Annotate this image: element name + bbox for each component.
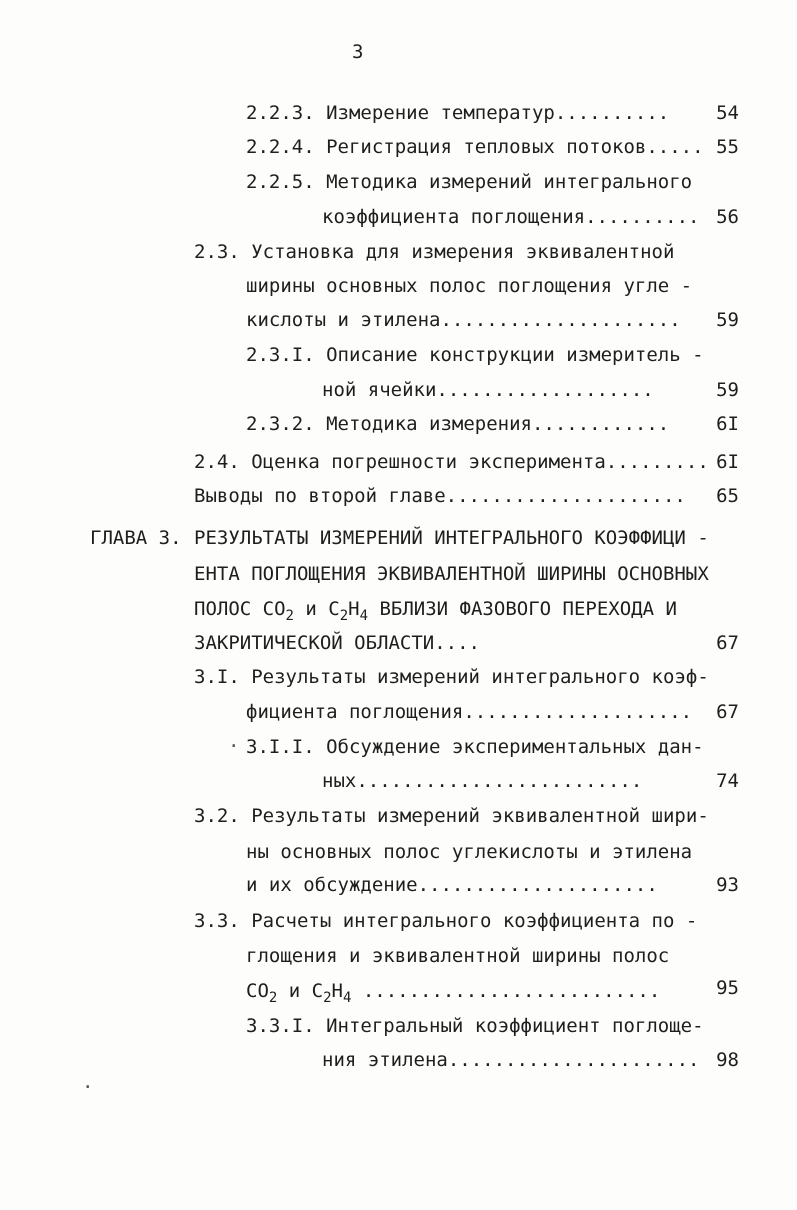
subscript: 4 <box>342 990 352 1006</box>
toc-page-number: 67 <box>716 632 739 654</box>
toc-entry-line: коэффициента поглощения.......... <box>322 206 700 228</box>
toc-page-number: 95 <box>716 977 739 999</box>
toc-entry-line: глощения и эквивалентной ширины полос <box>246 945 670 967</box>
toc-entry-line: 3.3.I. Интегральный коэффициент поглоще- <box>246 1015 704 1037</box>
text-fragment: и C <box>293 598 340 620</box>
toc-page-number: 59 <box>716 379 739 401</box>
toc-entry-line: 2.2.5. Методика измерений интегрального <box>246 171 693 193</box>
toc-page-number: 56 <box>716 206 739 228</box>
toc-entry-text: Выводы по второй главе..................... <box>194 485 686 507</box>
page-number: 3 <box>352 41 364 63</box>
toc-page-number: 55 <box>716 136 739 158</box>
text-fragment: CO <box>246 980 269 1002</box>
stray-mark: · <box>228 735 240 757</box>
chapter-title-line: ЕНТА ПОГЛОЩЕНИЯ ЭКВИВАЛЕНТНОЙ ШИРИНЫ ОСНОВНЫХ <box>194 563 709 585</box>
toc-entry-line: фициента поглощения.................... <box>246 701 693 723</box>
toc-entry-line: ширины основных полос поглощения угле - <box>246 275 693 297</box>
text-fragment: ПОЛОС CO <box>194 598 286 620</box>
chapter-title-line: РЕЗУЛЬТАТЫ ИЗМЕРЕНИЙ ИНТЕГРАЛЬНОГО КОЭФФИЦИ - <box>194 527 709 549</box>
toc-entry-line: и их обсуждение..................... <box>246 874 658 896</box>
toc-page-number: 93 <box>716 874 739 896</box>
toc-entry-line: ных......................... <box>322 770 643 792</box>
chapter-title-line <box>194 597 677 624</box>
text-fragment: ВБЛИЗИ ФАЗОВОГО ПЕРЕХОДА И <box>368 598 677 620</box>
text-fragment: .......................... <box>351 980 661 1002</box>
toc-entry-line: 2.3.I. Описание конструкции измеритель - <box>246 344 704 366</box>
subscript: 2 <box>339 608 349 624</box>
toc-entry-line: ны основных полос углекислоты и этилена <box>246 841 693 863</box>
toc-entry-line: ной ячейки................... <box>322 379 654 401</box>
toc-entry-line: 2.3. Установка для измерения эквивалентной <box>194 241 675 263</box>
toc-entry-line: 3.I. Результаты измерений интегрального коэф- <box>194 666 709 688</box>
toc-page-number: 6I <box>716 413 739 435</box>
toc-page-number: 59 <box>716 309 739 331</box>
toc-entry-text: 2.2.4. Регистрация тепловых потоков..... <box>246 136 704 158</box>
toc-entry-text: 2.3.2. Методика измерения............ <box>246 413 670 435</box>
toc-page-number: 65 <box>716 485 739 507</box>
toc-page-number: 67 <box>716 701 739 723</box>
toc-entry-line: ния этилена...................... <box>322 1049 700 1071</box>
toc-page-number: 98 <box>716 1049 739 1071</box>
toc-page-number: 74 <box>716 770 739 792</box>
text-fragment: и C <box>277 980 324 1002</box>
toc-entry-line: 3.I.I. Обсуждение экспериментальных дан- <box>246 736 704 758</box>
toc-entry-line: кислоты и этилена..................... <box>246 309 681 331</box>
subscript: 2 <box>268 990 278 1006</box>
toc-entry-text: 2.4. Оценка погрешности эксперимента......... <box>194 451 709 473</box>
chapter-title-line: ЗАКРИТИЧЕСКОЙ ОБЛАСТИ.... <box>194 632 480 654</box>
subscript: 2 <box>323 990 332 1006</box>
text-fragment: H <box>348 598 360 620</box>
toc-page-number: 6I <box>716 451 739 473</box>
toc-entry-line: 3.2. Результаты измерений эквивалентной шири- <box>194 805 709 827</box>
toc-entry-line <box>246 979 661 1006</box>
toc-entry-line: 3.3. Расчеты интегрального коэффициента по - <box>194 910 698 932</box>
toc-page-number: 54 <box>716 102 739 124</box>
text-fragment: H <box>331 980 343 1002</box>
subscript: 4 <box>359 608 369 624</box>
toc-entry-text: 2.2.3. Измерение температур.......... <box>246 102 670 124</box>
chapter-label: ГЛАВА 3. <box>90 527 182 549</box>
subscript: 2 <box>285 608 294 624</box>
stray-mark: · <box>82 1076 94 1098</box>
